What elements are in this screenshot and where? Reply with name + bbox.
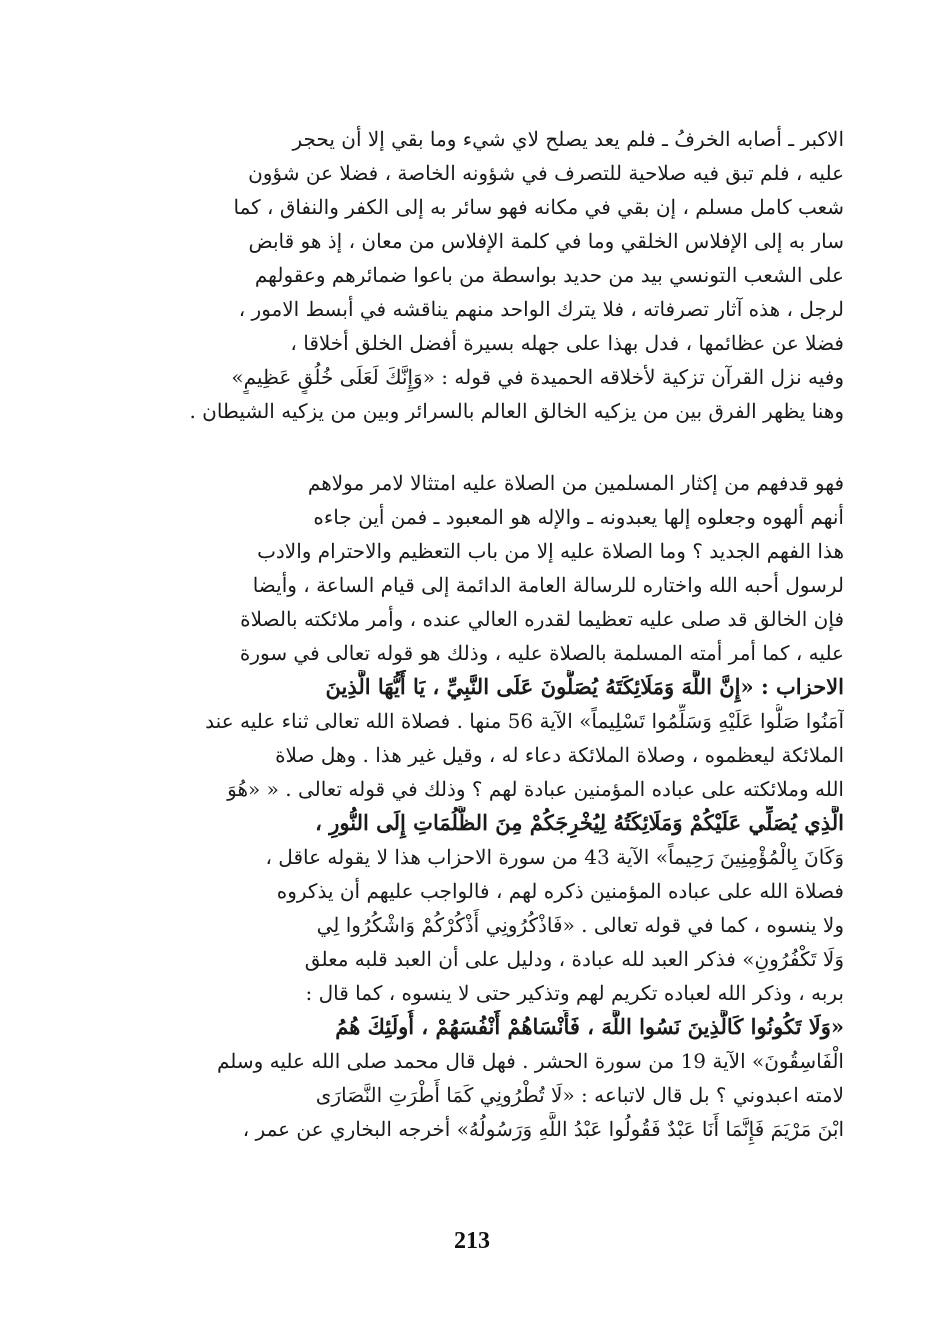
text-line: الملائكة ليعظموه ، وصلاة الملائكة دعاء له ، وقيل غير هذا . وهل صلاة <box>275 743 844 767</box>
text-line: فضلا عن عظائمها ، فدل بهذا على جهله بسيرة أفضل الخلق أخلاقا ، <box>290 331 844 355</box>
text-line: لرجل ، هذه آثار تصرفاته ، فلا يترك الواحد منهم يناقشه في أبسط الامور ، <box>238 297 844 321</box>
text-line: وَلَا تَكْفُرُونِ» فذكر العبد لله عبادة ، ودليل على أن العبد قلبه معلق <box>304 947 844 971</box>
text-line: آمَنُوا صَلُّوا عَلَيْهِ وَسَلِّمُوا تَسْلِيماً» الآية 56 منها . فصلاة الله تعالى ثناء عليه عند <box>205 709 844 733</box>
text-line: شعب كامل مسلم ، إن بقي في مكانه فهو سائر به إلى الكفر والنفاق ، كما <box>233 195 844 219</box>
text-line: الْفَاسِقُونَ» الآية 19 من سورة الحشر . فهل قال محمد صلى الله عليه وسلم <box>216 1049 844 1073</box>
text-line: بربه ، وذكر الله لعباده تكريم لهم وتذكير حتى لا ينسوه ، كما قال : <box>305 981 844 1005</box>
text-line: على الشعب التونسي بيد من حديد بواسطة من باعوا ضمائرهم وعقولهم <box>254 263 844 287</box>
text-line: وفيه نزل القرآن تزكية لأخلاقه الحميدة في قوله : «وَإِنَّكَ لَعَلَى خُلُقٍ عَظِيمٍ» <box>231 365 844 389</box>
quran-verse-line: الَّذِي يُصَلِّي عَلَيْكُمْ وَمَلَائِكَتُهُ لِيُخْرِجَكُمْ مِنَ الظُّلُمَاتِ إِلَى النُّورِ ، <box>315 810 844 835</box>
text-line: وَكَانَ بِالْمُؤْمِنِينَ رَحِيماً» الآية 43 من سورة الاحزاب هذا لا يقوله عاقل ، <box>265 845 844 869</box>
text-line: فإن الخالق قد صلى عليه تعظيما لقدره العالي عنده ، وأمر ملائكته بالصلاة <box>240 607 844 631</box>
text-line: أنهم ألهوه وجعلوه إلها يعبدونه ـ والإله هو المعبود ـ فمن أين جاءه <box>313 505 844 529</box>
text-line: سار به إلى الإفلاس الخلقي وما في كلمة الإفلاس من معان ، إذ هو قابض <box>248 229 844 253</box>
paragraph-2 <box>128 466 844 1146</box>
paragraph-1 <box>128 122 844 428</box>
text-line: فهو قدفهم من إكثار المسلمين من الصلاة عليه امتثالا لامر مولاهم <box>307 471 844 495</box>
text-line: الاكبر ـ أصابه الخرفُ ـ فلم يعد يصلح لاي شيء وما بقي إلا أن يحجر <box>292 127 844 151</box>
text-line: ابْنَ مَرْيَمَ فَإِنَّمَا أَنَا عَبْدٌ فَقُولُوا عَبْدُ اللَّهِ وَرَسُولُهُ» أخرجه البخاري عن عمر ، <box>242 1117 844 1141</box>
quran-verse-line: «وَلَا تَكُونُوا كَالَّذِينَ نَسُوا اللَّهَ ، فَأَنْسَاهُمْ أَنْفُسَهُمْ ، أُولَئِكَ هُمُ <box>335 1014 844 1039</box>
text-line: هذا الفهم الجديد ؟ وما الصلاة عليه إلا من باب التعظيم والاحترام والادب <box>257 539 844 563</box>
quran-verse-line: الاحزاب : «إِنَّ اللَّهَ وَمَلَائِكَتَهُ يُصَلُّونَ عَلَى النَّبِيِّ ، يَا أَيُّهَا الَّذِينَ <box>325 674 844 699</box>
text-line: وهنا يظهر الفرق بين من يزكيه الخالق العالم بالسرائر وبين من يزكيه الشيطان . <box>189 399 844 423</box>
text-line: الله وملائكته على عباده المؤمنين عبادة لهم ؟ وذلك في قوله تعالى . « «هُوَ <box>227 777 844 801</box>
text-line: لامته اعبدوني ؟ بل قال لاتباعه : «لَا تُطْرُونِي كَمَا أَطْرَتِ النَّصَارَى <box>315 1083 844 1107</box>
text-line: عليه ، كما أمر أمته المسلمة بالصلاة عليه ، وذلك هو قوله تعالى في سورة <box>239 641 844 665</box>
text-line: عليه ، فلم تبق فيه صلاحية للتصرف في شؤونه الخاصة ، فضلا عن شؤون <box>248 161 844 185</box>
text-line: ولا ينسوه ، كما في قوله تعالى . «فَاذْكُرُونِي أَذْكُرْكُمْ وَاشْكُرُوا لِي <box>316 913 844 937</box>
text-line: لرسول أحبه الله واختاره للرسالة العامة الدائمة إلى قيام الساعة ، وأيضا <box>252 573 844 597</box>
text-line: فصلاة الله على عباده المؤمنين ذكره لهم ، فالواجب عليهم أن يذكروه <box>276 879 844 903</box>
page-number: 213 <box>454 1228 490 1254</box>
